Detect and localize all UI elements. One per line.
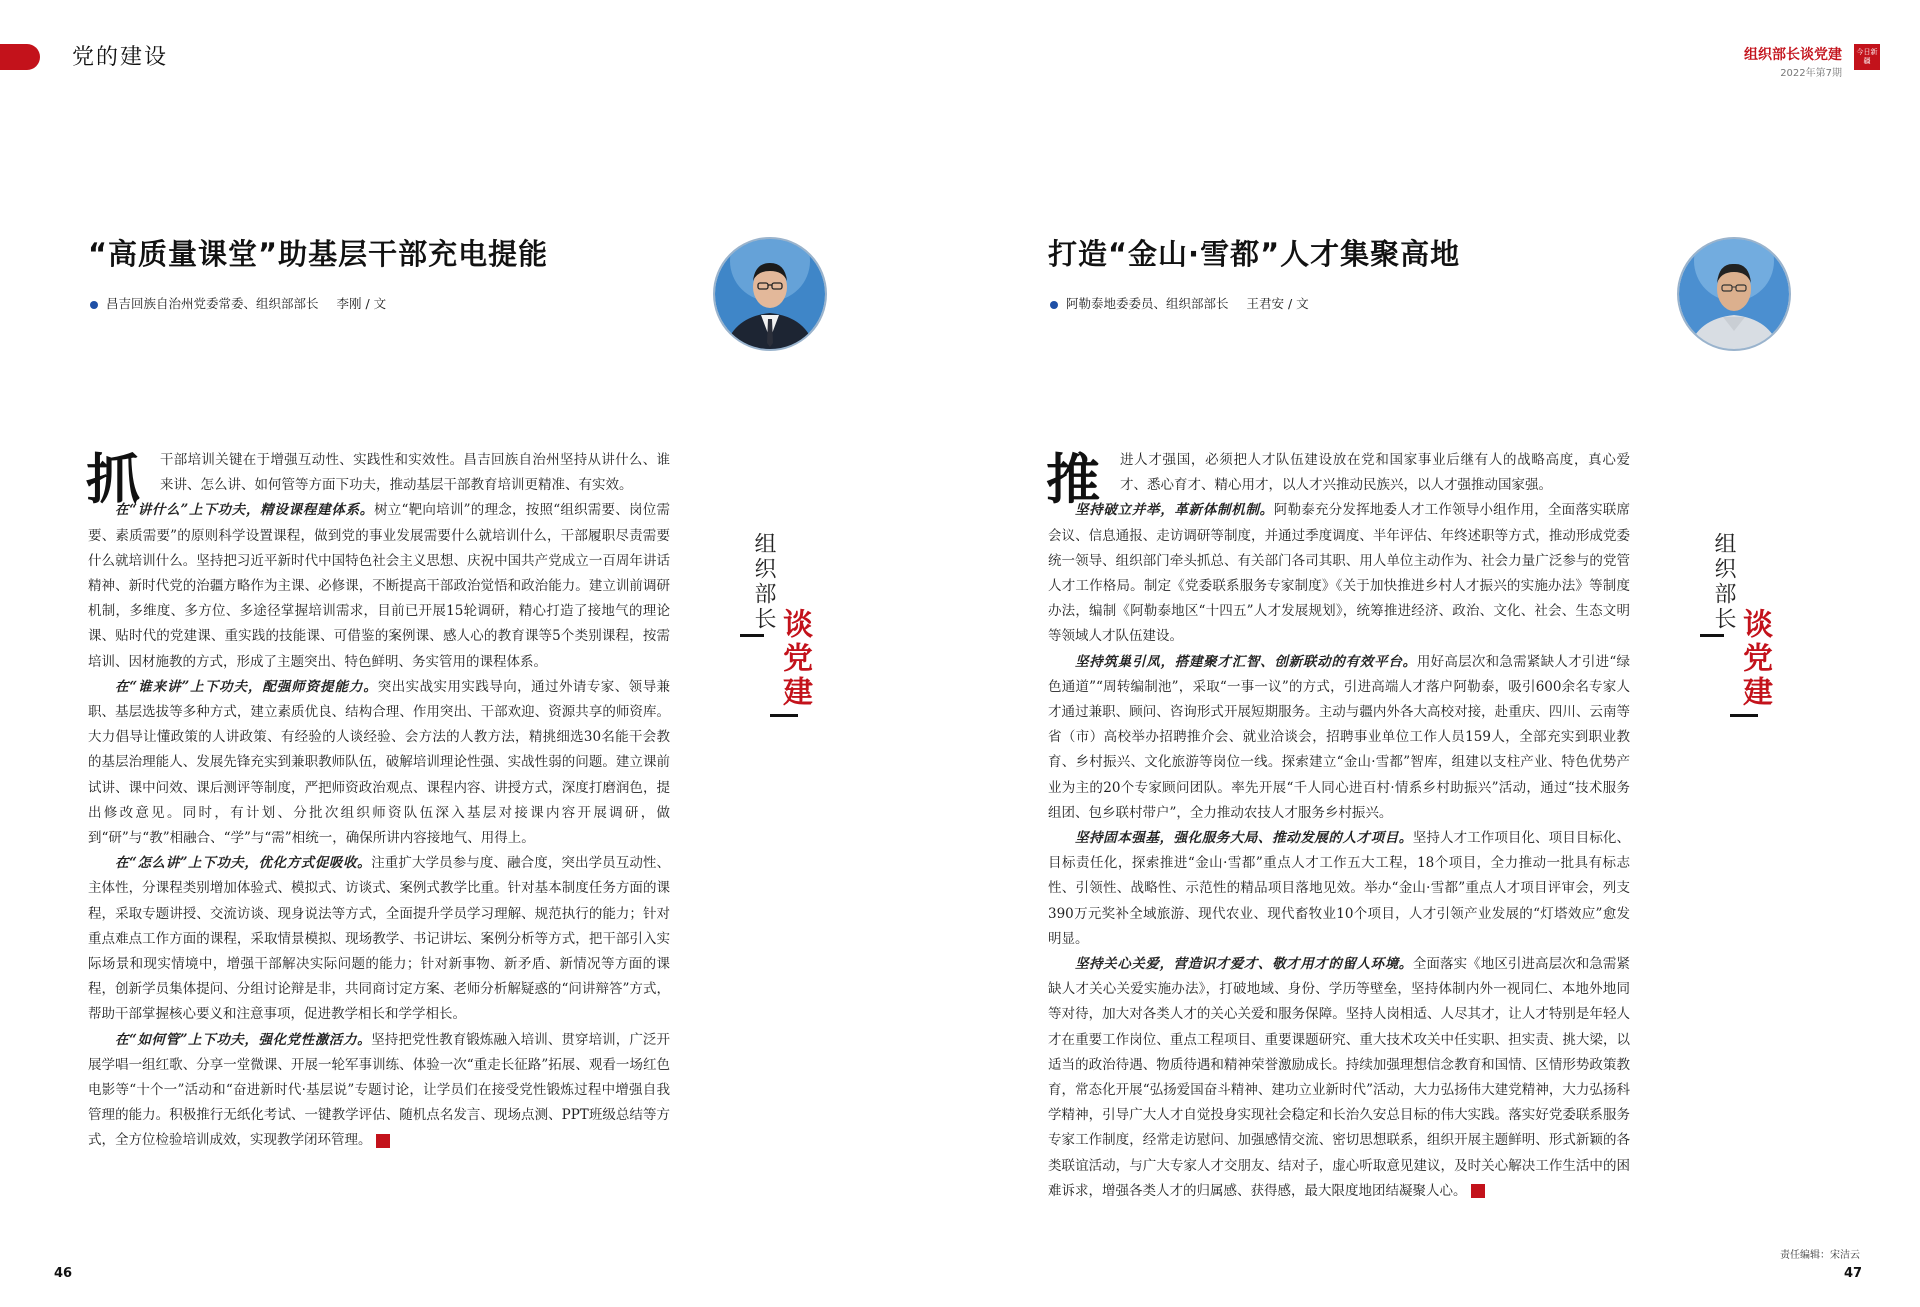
right-vertical-label-a: 组织部长 — [1711, 532, 1736, 632]
end-mark-icon: J — [376, 1134, 390, 1148]
right-byline — [1050, 294, 1309, 312]
left-page-number: 46 — [54, 1266, 73, 1281]
right-paragraph — [1048, 826, 1630, 952]
left-p2-text: 突出实战实用实践导向，通过外请专家、领导兼职、基层选拔等多种方式，建立素质优良、结构合理、作用突出、干部欢迎、资源共享的师资库。大力倡导让懂政策的人讲政策、有经验的人谈经验、会方法的人教方法，精挑细选30名能干会教的基层治理能人、发展先锋充实到兼职教师队伍，破解培训理论性强、实战性弱的问题。建立课前试讲、课中问效、课后测评等制度，严把师资政治观点、课程内容、讲授方式，深度打磨润色，提出修改意见。同时，有计划、分批次组织师资队伍深入基层对接课内容开展调研，做到“研”与“教”相融合、“学”与“需”相统一，确保所讲内容接地气、用得上。 — [88, 678, 670, 847]
left-byline-name: 李刚 / 文 — [336, 296, 387, 311]
left-p1-text: 树立“靶向培训”的理念，按照“组织需要、岗位需要、素质需要”的原则科学设置课程，做到党的事业发展需要什么就培训什么，干部履职尽责需要什么就培训什么。坚持把习近平新时代中国特色社会主义思想、庆祝中国共产党成立一百周年讲话精神、新时代党的治疆方略作为主课、必修课，不断提高干部政治觉悟和政治能力。建立训前调研机制，多维度、多方位、多途径掌握培训需求，目前已开展15轮调研，精心打造了接地气的理论课、贴时代的党建课、重实践的技能课、可借鉴的案例课、感人心的教育课等5个类别课程，按需培训、因材施教的方式，形成了主题突出、特色鲜明、务实管用的课程体系。 — [88, 502, 670, 670]
section-title: 党的建设 — [72, 45, 169, 70]
right-paragraph — [1048, 498, 1630, 649]
left-byline — [90, 294, 386, 312]
right-p4-lead: 坚持关心关爱，营造识才爱才、敬才用才的留人环境。 — [1075, 956, 1413, 973]
brand-logo-box: 今日新疆 — [1854, 44, 1880, 70]
left-dropcap: 抓 — [86, 447, 140, 511]
left-article-body — [88, 448, 670, 1154]
vertical-label-rule — [1700, 634, 1724, 637]
right-dropcap: 推 — [1046, 447, 1100, 511]
left-author-portrait — [713, 237, 827, 351]
right-p1-lead: 坚持破立并举，革新体制机制。 — [1075, 502, 1274, 519]
editor-credit: 责任编辑：宋洁云 — [1780, 1250, 1860, 1261]
left-paragraph — [88, 498, 670, 674]
left-paragraph — [88, 1028, 670, 1154]
right-p4-text: 全面落实《地区引进高层次和急需紧缺人才关心关爱实施办法》，打破地域、身份、学历等壁垒，坚持体制内外一视同仁、本地外地同等对待，加大对各类人才的关心关爱和服务保障。坚持人岗相适、人尽其才，让人才特别是年轻人才在重要工作岗位、重点工程项目、重要课题研究、重大技术攻关中任实职、担实责、挑大梁，以适当的政治待遇、物质待遇和精神荣誉激励成长。持续加强理想信念教育和国情、区情形势政策教育，常态化开展“弘扬爱国奋斗精神、建功立业新时代”活动，大力弘扬伟大建党精神，大力弘扬科学精神，引导广大人才自觉投身实现社会稳定和长治久安总目标的伟大实践。落实好党委联系服务专家工作制度，经常走访慰问、加强感情交流、密切思想联系，组织开展主题鲜明、形式新颖的各类联谊活动，与广大专家人才交朋友、结对子，虚心听取意见建议，及时关心解决工作生活中的困难诉求，增强各类人才的归属感、获得感，最大限度地团结凝聚人心。 — [1048, 956, 1631, 1199]
brand-name: 组织部长谈党建 — [1744, 47, 1842, 63]
left-intro: 干部培训关键在于增强互动性、实践性和实效性。昌吉回族自治州坚持从讲什么、谁来讲、怎么讲、如何管等方面下功夫，推动基层干部教育培训更精准、有实效。 — [160, 452, 670, 494]
right-p2-lead: 坚持筑巢引凤，搭建聚才汇智、创新联动的有效平台。 — [1075, 653, 1417, 670]
right-byline-org: 阿勒泰地委委员、组织部部长 — [1066, 296, 1229, 311]
left-vertical-label-a: 组织部长 — [751, 532, 776, 632]
left-p4-lead: 在“如何管”上下功夫，强化党性激活力。 — [115, 1031, 372, 1048]
right-article-body — [1048, 448, 1630, 1204]
left-paragraph — [88, 851, 670, 1027]
right-p3-text: 坚持人才工作项目化、项目目标化、目标责任化，探索推进“金山·雪都”重点人才工作五大工程，18个项目，全力推动一批具有标志性、引领性、战略性、示范性的精品项目落地见效。举办“金山·雪都”重点人才项目评审会，列支390万元奖补全域旅游、现代农业、现代畜牧业10个项目，人才引领产业发展的“灯塔效应”愈发明显。 — [1048, 830, 1631, 947]
right-author-portrait — [1677, 237, 1791, 351]
right-paragraph — [1048, 952, 1630, 1204]
end-mark-icon: J — [1471, 1184, 1485, 1198]
right-intro: 进人才强国，必须把人才队伍建设放在党和国家事业后继有人的战略高度，真心爱才、悉心育才、精心用才，以人才兴推动民族兴，以人才强推动国家强。 — [1120, 452, 1630, 494]
brand-block — [1744, 44, 1842, 79]
bullet-icon — [1050, 301, 1058, 309]
right-paragraph — [1048, 650, 1630, 826]
right-p1-text: 阿勒泰充分发挥地委人才工作领导小组作用，全面落实联席会议、信息通报、走访调研等制度，并通过季度调度、半年评估、年终述职等方式，推动形成党委统一领导、组织部门牵头抓总、有关部门各司其职、用人单位主动作为、社会力量广泛参与的党管人才工作格局。制定《党委联系服务专家制度》《关于加快推进乡村人才振兴的实施办法》等制度办法，编制《阿勒泰地区“十四五”人才发展规划》，统筹推进经济、政治、文化、社会、生态文明等领域人才队伍建设。 — [1048, 502, 1631, 645]
right-p3-lead: 坚持固本强基，强化服务大局、推动发展的人才项目。 — [1075, 830, 1413, 847]
left-p3-lead: 在“怎么讲”上下功夫，优化方式促吸收。 — [115, 855, 372, 872]
section-tab-marker — [0, 44, 40, 70]
left-p1-lead: 在“讲什么”上下功夫，精设课程建体系。 — [115, 502, 375, 519]
left-vertical-label-b: 谈党建 — [777, 608, 812, 710]
vertical-label-rule — [1730, 714, 1758, 717]
left-p3-text: 注重扩大学员参与度、融合度，突出学员互动性、主体性，分课程类别增加体验式、模拟式、访谈式、案例式教学比重。针对基本制度任务方面的课程，采取专题讲授、交流访谈、现身说法等方式，全面提升学员学习理解、规范执行的能力；针对重点难点工作方面的课程，采取情景模拟、现场教学、书记讲坛、案例分析等方式，把干部引入实际场景和现实情境中，增强干部解决实际问题的能力；针对新事物、新矛盾、新情况等方面的课程，创新学员集体提问、分组讨论辩是非，共同商讨定方案、老师分析解疑惑的“问讲辩答”方式，帮助干部掌握核心要义和注意事项，促进教学相长和学学相长。 — [88, 855, 671, 1023]
right-p2-text: 用好高层次和急需紧缺人才引进“绿色通道”“周转编制池”，采取“一事一议”的方式，引进高端人才落户阿勒泰，吸引600余名专家人才通过兼职、顾问、咨询形式开展短期服务。主动与疆内外各大高校对接，赴重庆、四川、云南等省（市）高校举办招聘推介会、就业洽谈会，招聘事业单位工作人员159人，全部充实到职业教育、乡村振兴、文化旅游等岗位一线。探索建立“金山·雪都”智库，组建以支柱产业、特色优势产业为主的20个专家顾问团队。率先开展“千人同心进百村·情系乡村助振兴”活动，通过“技术服务组团、包乡联村带户”，全力推动农技人才服务乡村振兴。 — [1048, 653, 1630, 821]
left-article-title: “高质量课堂”助基层干部充电提能 — [88, 237, 549, 271]
bullet-icon — [90, 301, 98, 309]
left-paragraph — [88, 675, 670, 851]
vertical-label-rule — [770, 714, 798, 717]
brand-issue: 2022年第7期 — [1780, 68, 1842, 79]
right-article-title: 打造“金山·雪都”人才集聚高地 — [1048, 237, 1461, 271]
left-byline-org: 昌吉回族自治州党委常委、组织部部长 — [106, 296, 319, 311]
right-vertical-label-b: 谈党建 — [1737, 608, 1772, 710]
left-p2-lead: 在“谁来讲”上下功夫，配强师资提能力。 — [115, 678, 378, 695]
right-page-number: 47 — [1844, 1266, 1863, 1281]
left-p4-text: 坚持把党性教育锻炼融入培训、贯穿培训，广泛开展学唱一组红歌、分享一堂微课、开展一轮军事训练、体验一次“重走长征路”拓展、观看一场红色电影等“十个一”活动和“奋进新时代·基层说”专题讨论，让学员们在接受党性锻炼过程中增强自我管理的能力。积极推行无纸化考试、一键教学评估、随机点名发言、现场点测、PPT班级总结等方式，全方位检验培训成效，实现教学闭环管理。 — [88, 1031, 671, 1149]
right-byline-name: 王君安 / 文 — [1246, 296, 1309, 311]
vertical-label-rule — [740, 634, 764, 637]
